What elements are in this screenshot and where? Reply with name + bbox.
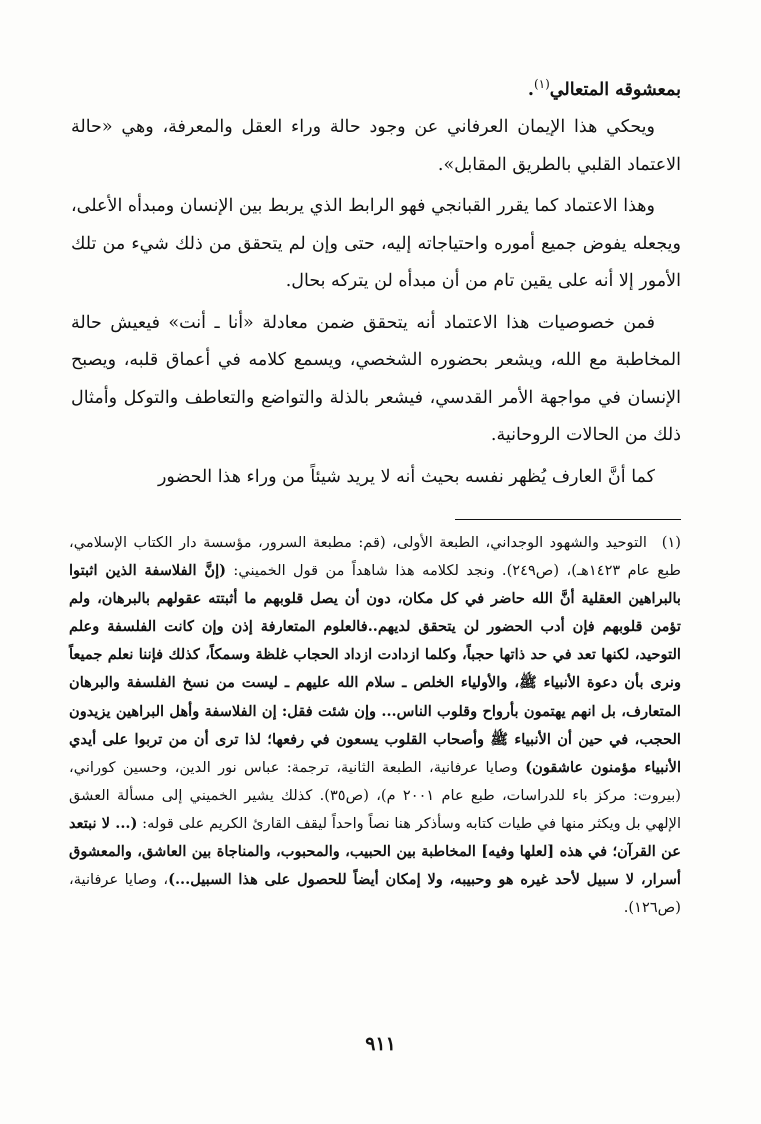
- paragraph: وهذا الاعتماد كما يقرر القبانجي فهو الرابط الذي يربط بين الإنسان ومبدأه الأعلى، ويجعله يفوض جميع أموره واحتياجاته إليه، حتى وإن لم يتحقق من ذلك شيء من تلك الأمور إلا أنه على يقين تام من أن مبدأه لن يتركه بحال.: [71, 196, 681, 292]
- footnote: (١)التوحيد والشهود الوجداني، الطبعة الأولى، (قم: مطبعة السرور، مؤسسة دار الكتاب الإسلامي، طبع عام ١٤٢٣هـ)، (ص٢٤٩). ونجد لكلامه هذا شاهداً من قول الخميني: (إنَّ الفلاسفة الذين اثبتوا بالبراهين العقلية أنَّ الله حاضر في كل مكان، دون أن يصل قلوبهم ما أثبتته عقولهم بالبرهان، ولم تؤمن قلوبهم فإن أدب الحضور لن يتحقق لديهم..فالعلوم المتعارفة إذن وإن كانت الفلسفة وعلم التوحيد، لكنها تعد في حد ذاتها حجباً، وكلما ازدادت ازداد الحجاب غلظة وسمكاً، كذلك فإننا نعلم جميعاً ونرى بأن دعوة الأنبياء ﷺ، والأولياء الخلص ـ سلام الله عليهم ـ ليست من نسخ الفلسفة والبرهان المتعارف، بل انهم يهتمون بأرواح وقلوب الناس... وإن شئت فقل: إن الفلاسفة وأهل البراهين يزيدون الحجب، في حين أن الأنبياء ﷺ وأصحاب القلوب يسعون في رفعها؛ لذا ترى أن من تربوا على أيدي الأنبياء مؤمنون عاشقون) وصايا عرفانية، الطبعة الثانية، ترجمة: عباس نور الدين، وحسين كوراني، (بيروت: مركز باء للدراسات، طبع عام ٢٠٠١ م)، (ص٣٥). كذلك يشير الخميني إلى مسألة العشق الإلهي بل ويكثر منها في طيات كتابه وسأذكر هنا نصاً واحداً ليقف القارئ الكريم على قوله: (... لا نبتعد عن القرآن؛ في هذه [لعلها وفيه] المخاطبة بين الحبيب، والمحبوب، والمناجاة بين العاشق، والمعشوق أسرار، لا سبيل لأحد غيره هو وحبيبه، ولا إمكان أيضاً للحصول على هذا السبيل...)، وصايا عرفانية، (ص١٢٦).: [69, 529, 681, 922]
- footnote-separator: [455, 519, 681, 520]
- paragraph: كما أنَّ العارف يُظهر نفسه بحيث أنه لا يريد شيئاً من وراء هذا الحضور: [157, 466, 655, 487]
- paragraph-continuation: بمعشوقه المتعالي$^{(١)}$.: [527, 77, 681, 100]
- footnotes: [69, 529, 681, 922]
- footnote-reference[interactable]: (١): [533, 77, 550, 91]
- main-text: [71, 66, 681, 496]
- footnote-number: (١): [661, 534, 681, 551]
- quotation: (... لا نبتعد عن القرآن؛ في هذه [لعلها وفيه] المخاطبة بين الحبيب، والمحبوب، والمناجاة بين العاشق، والمعشوق أسرار، لا سبيل لأحد غيره هو وحبيبه، ولا إمكان أيضاً للحصول على هذا السبيل...): [69, 814, 681, 889]
- paragraph: ويحكي هذا الإيمان العرفاني عن وجود حالة وراء العقل والمعرفة، وهي «حالة الاعتماد القلبي بالطريق المقابل».: [71, 117, 681, 175]
- page-number: ٩١١: [365, 1033, 396, 1055]
- paragraph: فمن خصوصيات هذا الاعتماد أنه يتحقق ضمن معادلة «أنا ـ أنت» فيعيش حالة المخاطبة مع الله، ويشعر بحضوره الشخصي، ويسمع كلامه في أعماق قلبه، ويصبح الإنسان في مواجهة الأمر القدسي، فيشعر بالذلة والتواضع والتعاطف والتوكل وأمثال ذلك من الحالات الروحانية.: [71, 312, 681, 446]
- quotation: (إنَّ الفلاسفة الذين اثبتوا بالبراهين العقلية أنَّ الله حاضر في كل مكان، دون أن يصل قلوبهم ما أثبتته عقولهم بالبرهان، ولم تؤمن قلوبهم فإن أدب الحضور لن يتحقق لديهم..فالعلوم المتعارفة إذن وإن كانت الفلسفة وعلم التوحيد، لكنها تعد في حد ذاتها حجباً، وكلما ازدادت ازداد الحجاب غلظة وسمكاً، كذلك فإننا نعلم جميعاً ونرى بأن دعوة الأنبياء ﷺ، والأولياء الخلص ـ سلام الله عليهم ـ ليست من نسخ الفلسفة والبرهان المتعارف، بل انهم يهتمون بأرواح وقلوب الناس... وإن شئت فقل: إن الفلاسفة وأهل البراهين يزيدون الحجب، في حين أن الأنبياء ﷺ وأصحاب القلوب يسعون في رفعها؛ لذا ترى أن من تربوا على أيدي الأنبياء مؤمنون عاشقون): [69, 562, 682, 776]
